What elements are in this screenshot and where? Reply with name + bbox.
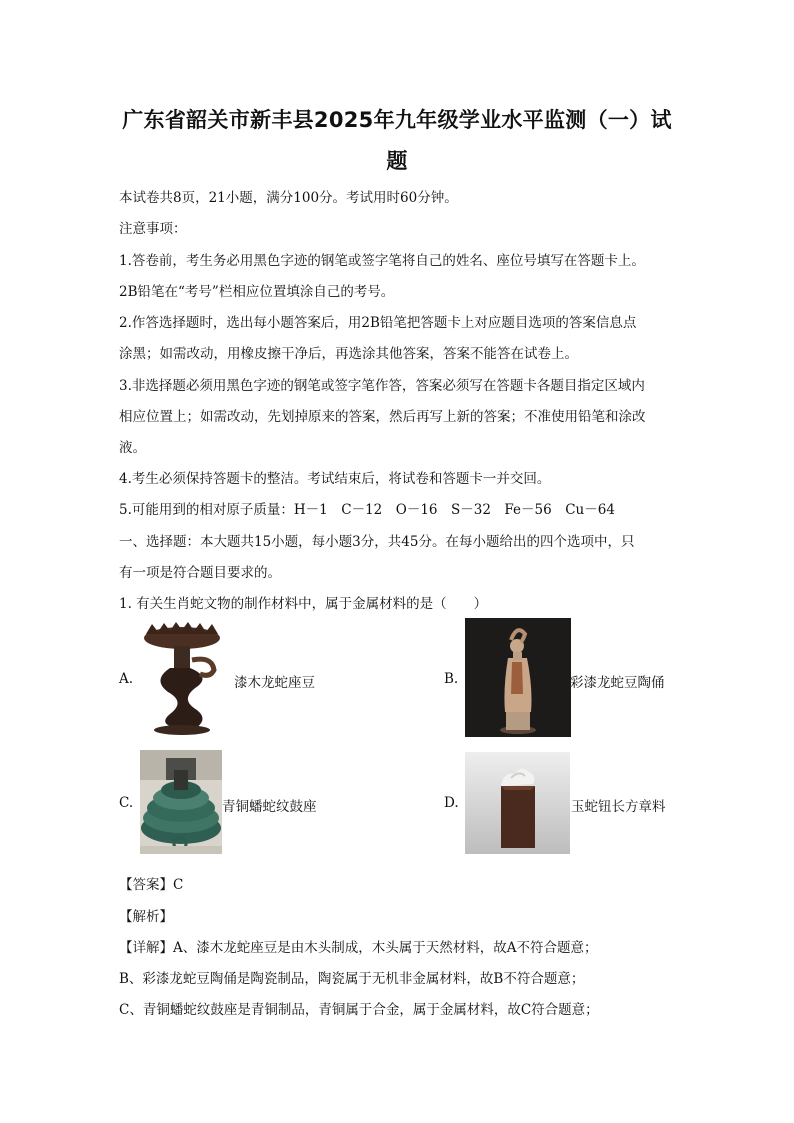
atomic-mass-line: 5.可能用到的相对原子质量：H－1 C－12 O－16 S－32 Fe－56 Cu－64 [119, 502, 615, 518]
exam-intro: 本试卷共8页，21小题，满分100分。考试用时60分钟。 [119, 190, 458, 206]
notice-item: 涂黑；如需改动，用橡皮擦干净后，再选涂其他答案，答案不能答在试卷上。 [119, 346, 578, 362]
option-c-letter: C. [119, 795, 134, 811]
option-d-image [465, 752, 570, 854]
option-a-letter: A. [119, 671, 134, 687]
notice-item: 1.答卷前，考生务必用黑色字迹的钢笔或签字笔将自己的姓名、座位号填写在答题卡上。 [119, 253, 645, 269]
option-b-letter: B. [444, 671, 459, 687]
notice-item: 液。 [119, 440, 146, 456]
analysis-line: B、彩漆龙蛇豆陶俑是陶瓷制品，陶瓷属于无机非金属材料，故B不符合题意； [119, 971, 585, 987]
option-c-label: 青铜蟠蛇纹鼓座 [222, 799, 317, 815]
analysis-line: 【详解】A、漆木龙蛇座豆是由木头制成，木头属于天然材料，故A不符合题意； [119, 940, 598, 956]
option-c-image [140, 750, 222, 854]
notice-item: 4.考生必须保持答题卡的整洁。考试结束后，将试卷和答题卡一并交回。 [119, 471, 551, 487]
option-a-label: 漆木龙蛇座豆 [234, 675, 315, 691]
option-a-image [140, 620, 224, 737]
notice-item: 相应位置上；如需改动，先划掉原来的答案，然后再写上新的答案；不准使用铅笔和涂改 [119, 409, 646, 425]
option-b-label: 彩漆龙蛇豆陶俑 [570, 675, 665, 691]
exam-title-line-1: 广东省韶关市新丰县2025年九年级学业水平监测（一）试 [122, 108, 672, 132]
answer-line: 【答案】C [119, 877, 184, 893]
notice-heading: 注意事项： [119, 221, 187, 237]
notice-item: 3.非选择题必须用黑色字迹的钢笔或签字笔作答，答案必须写在答题卡各题目指定区域内 [119, 378, 645, 394]
exam-title-line-2: 题 [386, 149, 408, 173]
section-heading-cont: 有一项是符合题目要求的。 [119, 565, 281, 581]
analysis-line: C、青铜蟠蛇纹鼓座是青铜制品，青铜属于合金，属于金属材料，故C符合题意； [119, 1002, 599, 1018]
notice-item: 2B铅笔在“考号”栏相应位置填涂自己的考号。 [119, 284, 395, 300]
option-d-label: 玉蛇钮长方章料 [571, 799, 666, 815]
option-b-image [465, 618, 571, 737]
notice-item: 2.作答选择题时，选出每小题答案后，用2B铅笔把答题卡上对应题目选项的答案信息点 [119, 315, 637, 331]
section-heading: 一、选择题：本大题共15小题，每小题3分，共45分。在每小题给出的四个选项中，只 [119, 534, 635, 550]
option-d-letter: D. [444, 795, 459, 811]
analysis-heading: 【解析】 [119, 909, 173, 925]
question-1-stem: 1. 有关生肖蛇文物的制作材料中，属于金属材料的是（ ） [119, 596, 488, 612]
